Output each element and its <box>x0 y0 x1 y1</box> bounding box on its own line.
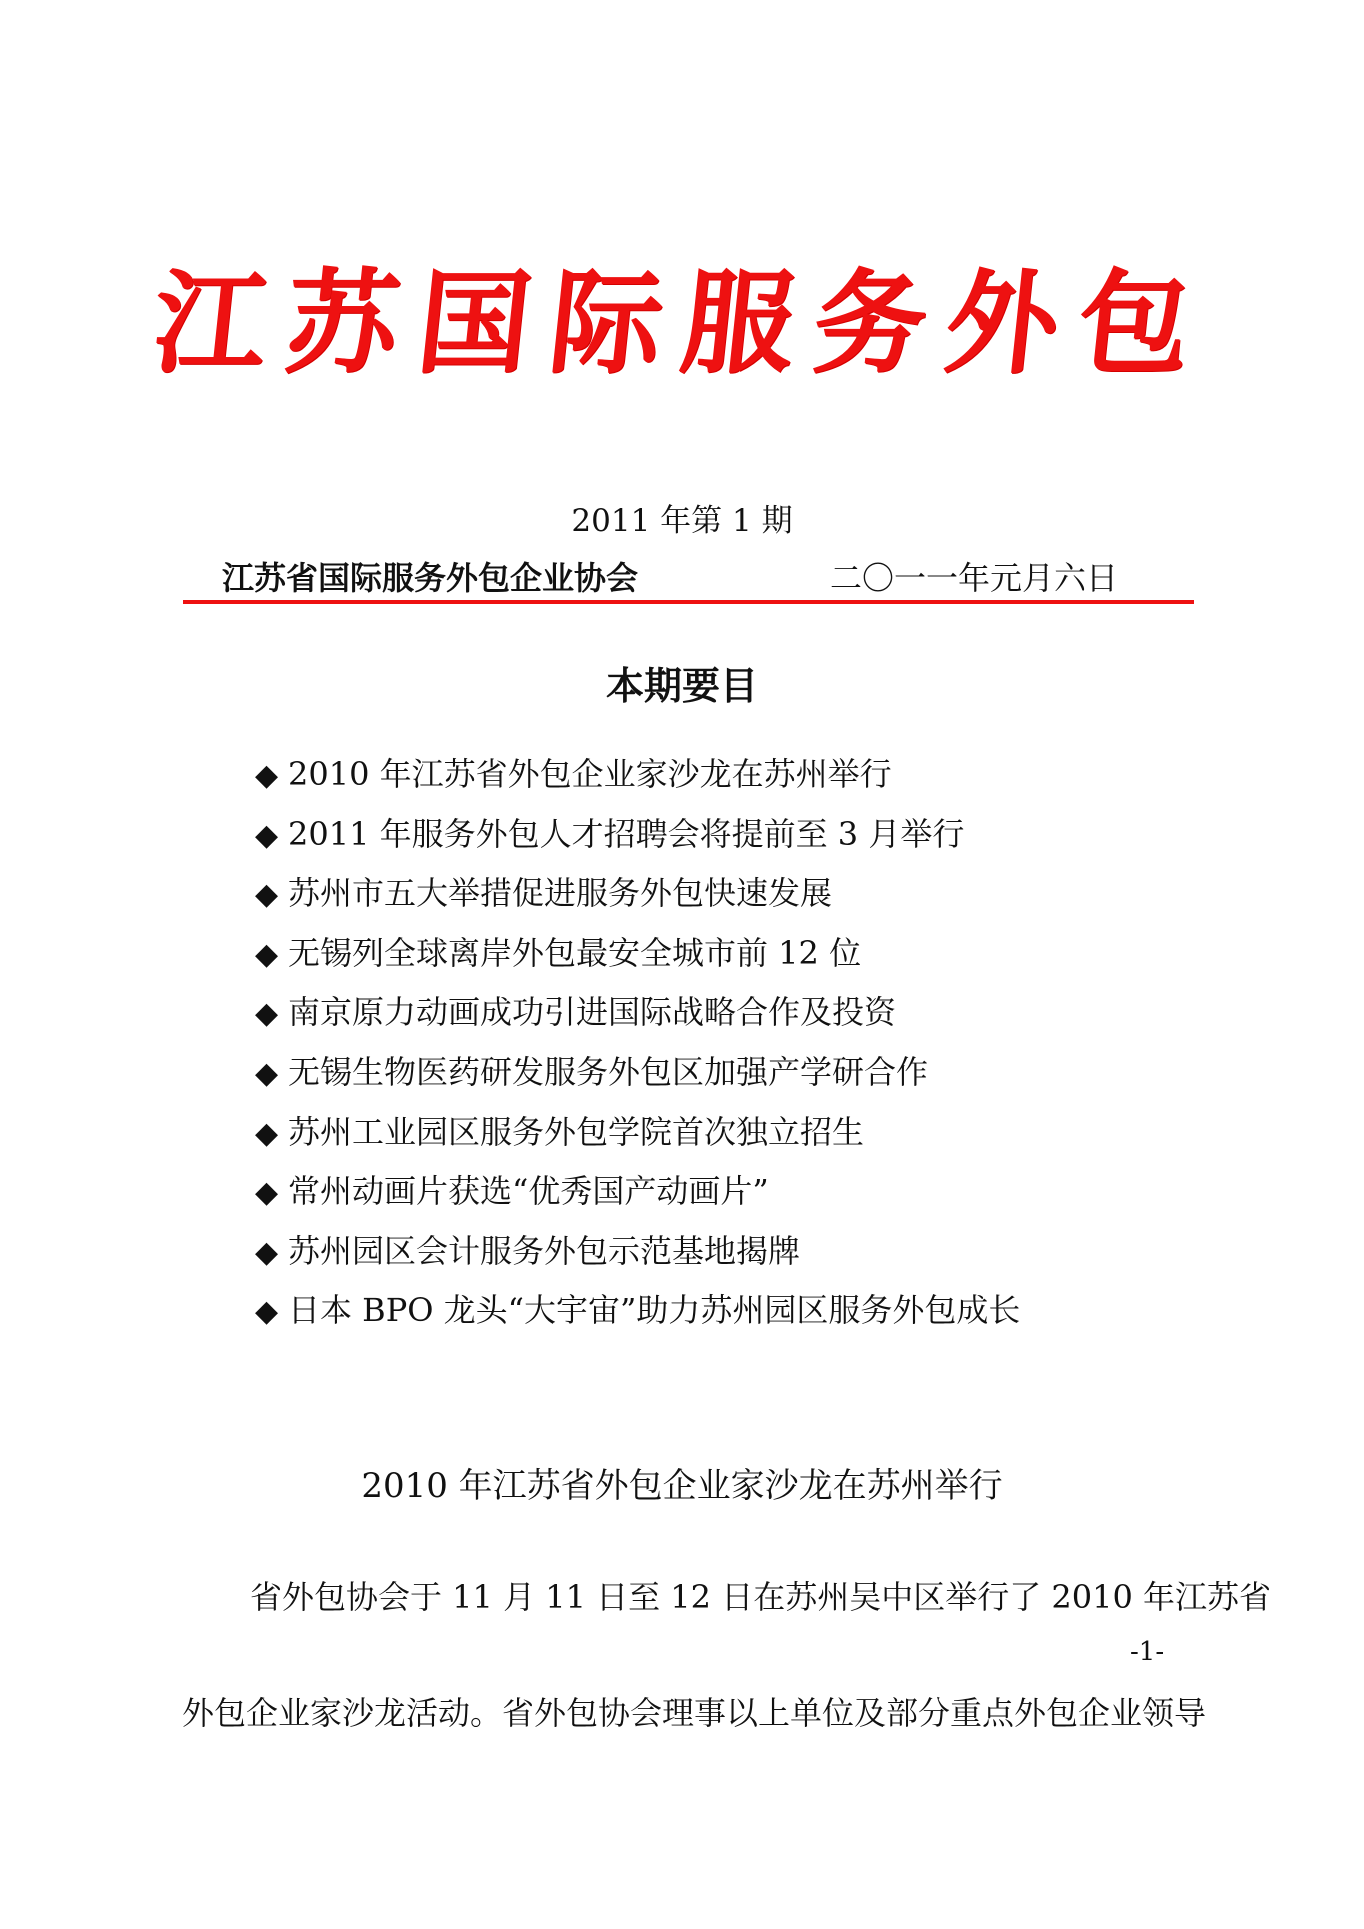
toc-item-text: 2010 年江苏省外包企业家沙龙在苏州举行 <box>288 755 892 793</box>
toc-item <box>255 1226 1020 1286</box>
issue-number: 2011 年第 1 期 <box>571 503 793 539</box>
masthead-title: 江苏国际服务外包 <box>147 259 1217 389</box>
toc-item <box>255 1047 1020 1107</box>
toc-item <box>255 749 1020 809</box>
toc-item <box>255 1166 1020 1226</box>
diamond-bullet-icon: ◆ <box>255 936 279 972</box>
article-paragraph-line: 省外包协会于 11 月 11 日至 12 日在苏州吴中区举行了 2010 年江苏省 <box>250 1578 1271 1616</box>
diamond-bullet-icon: ◆ <box>255 1055 279 1091</box>
toc-item-text: 常州动画片获选“优秀国产动画片” <box>288 1172 769 1211</box>
toc-item-text: 苏州园区会计服务外包示范基地揭牌 <box>288 1231 801 1270</box>
diamond-bullet-icon: ◆ <box>255 1234 279 1270</box>
toc-item-text: 日本 BPO 龙头“大宇宙”助力苏州园区服务外包成长 <box>288 1291 1021 1330</box>
toc-item <box>255 1285 1020 1345</box>
toc-item-text: 苏州市五大举措促进服务外包快速发展 <box>288 874 833 913</box>
toc-heading: 本期要目 <box>605 664 758 708</box>
organization-name: 江苏省国际服务外包企业协会 <box>222 559 639 597</box>
article-paragraph-line: 外包企业家沙龙活动。省外包协会理事以上单位及部分重点外包企业领导 <box>182 1694 1207 1732</box>
toc-item-text: 苏州工业园区服务外包学院首次独立招生 <box>288 1112 865 1151</box>
article-title: 2010 年江苏省外包企业家沙龙在苏州举行 <box>361 1466 1003 1506</box>
diamond-bullet-icon: ◆ <box>255 1294 279 1330</box>
toc-item <box>255 987 1020 1047</box>
toc-item-text: 无锡生物医药研发服务外包区加强产学研合作 <box>288 1052 929 1091</box>
publication-date: 二〇一一年元月六日 <box>830 559 1119 597</box>
diamond-bullet-icon: ◆ <box>255 817 279 853</box>
diamond-bullet-icon: ◆ <box>255 996 279 1032</box>
toc-item <box>255 868 1020 928</box>
diamond-bullet-icon: ◆ <box>255 758 279 793</box>
header-divider <box>183 600 1194 604</box>
diamond-bullet-icon: ◆ <box>255 1175 279 1211</box>
diamond-bullet-icon: ◆ <box>255 1115 279 1151</box>
toc-list <box>255 749 1020 1345</box>
toc-item <box>255 809 1020 869</box>
toc-item-text: 无锡列全球离岸外包最安全城市前 12 位 <box>288 933 862 972</box>
toc-item <box>255 928 1020 988</box>
diamond-bullet-icon: ◆ <box>255 877 279 913</box>
toc-item-text: 南京原力动画成功引进国际战略合作及投资 <box>288 993 897 1032</box>
toc-item-text: 2011 年服务外包人才招聘会将提前至 3 月举行 <box>288 814 965 853</box>
page-number: -1- <box>1130 1637 1165 1667</box>
toc-item <box>255 1107 1020 1167</box>
